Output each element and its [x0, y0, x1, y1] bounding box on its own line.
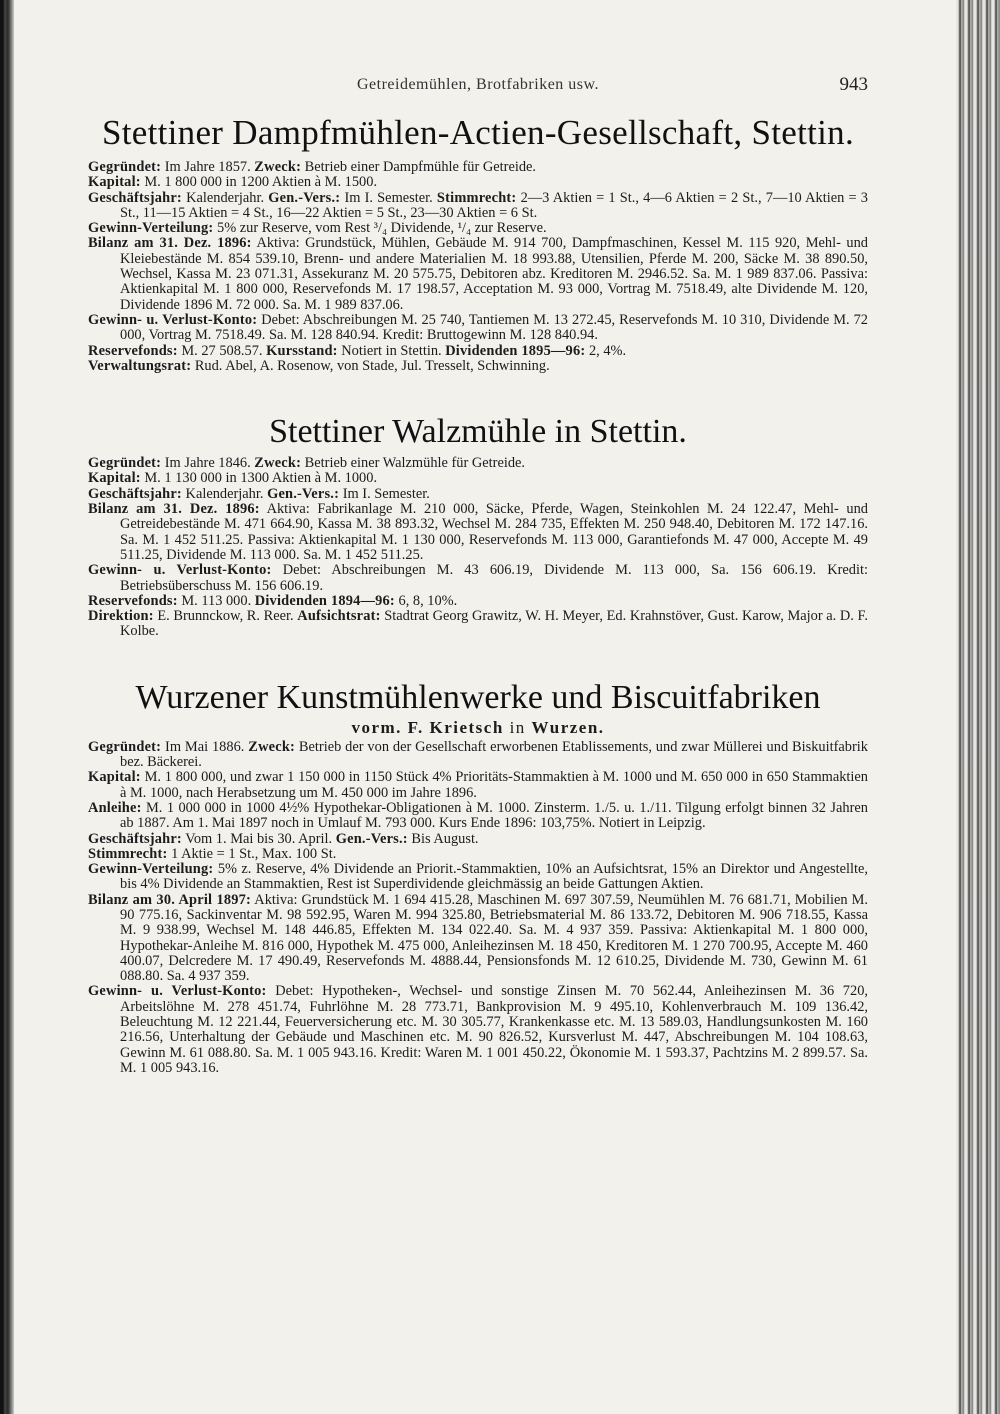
entry-label: Kapital: — [88, 769, 141, 786]
entry-text: 6, 8, 10%. — [398, 592, 458, 609]
entry-kapital — [88, 175, 868, 190]
entry-gegruendet — [88, 740, 868, 771]
entry-label: Gen.-Vers.: — [267, 485, 340, 502]
entries — [88, 740, 868, 1077]
running-head — [88, 70, 868, 100]
section-stettiner-dampfmuehlen — [88, 112, 868, 374]
entry-label: Bilanz am 31. Dez. 1896: — [88, 235, 252, 252]
entry-gegruendet — [88, 456, 868, 471]
entry-gewinn-verlust — [88, 984, 868, 1076]
entry-direktion — [88, 609, 868, 640]
entry-text: M. 1 130 000 in 1300 Aktien à M. 1000. — [144, 470, 378, 487]
entry-label: Gewinn- u. Verlust-Konto: — [88, 562, 272, 579]
entries — [88, 160, 868, 374]
entry-text: Kalenderjahr. — [185, 485, 268, 502]
entry-bilanz — [88, 893, 868, 985]
entry-text: Rud. Abel, A. Rosenow, von Stade, Jul. Tresselt, Schwinning. — [194, 357, 550, 374]
entry-label: Verwaltungsrat: — [88, 357, 192, 374]
entry-label: Geschäftsjahr: — [88, 189, 182, 206]
entry-label: Anleihe: — [88, 799, 142, 816]
entry-bilanz — [88, 502, 868, 563]
entry-text: Betrieb einer Walzmühle für Getreide. — [304, 455, 526, 472]
entry-gewinn-verteilung — [88, 862, 868, 893]
entry-label: Gen.-Vers.: — [335, 830, 408, 847]
entry-label: Geschäftsjahr: — [88, 830, 182, 847]
entry-label: Stimmrecht: — [436, 189, 517, 206]
entry-label: Gen.-Vers.: — [268, 189, 341, 206]
entry-label: Gewinn-Verteilung: — [88, 861, 214, 878]
entry-text: 5% zur Reserve, vom Rest ³/₄ Dividende, ¹/₄ zur Reserve. — [217, 220, 547, 237]
entry-geschaeftsjahr — [88, 191, 868, 222]
entry-label: Aufsichtsrat: — [297, 608, 381, 625]
entry-geschaeftsjahr — [88, 487, 868, 502]
entry-text: Aktiva: Fabrikanlage M. 210 000, Säcke, Pferde, Wagen, Steinkohlen M. 24 122.47, Mehl- und Getreidebestände M. 471 664.90, Kassa M. 38 893.32, Wechsel M. 284 735, Effekten M. 250 948.40, Debitoren M. 172 147.16. Sa. M. 1 452 511.25. Passiva: Aktienkapital M. 1 130 000, Reservefonds M. 113 000, Garantiefonds M. 47 000, Accepte M. 49 511.25, Dividende M. 113 000. Sa. M. 1 452 511.25. — [120, 501, 868, 563]
entry-anleihe — [88, 801, 868, 832]
entry-kapital — [88, 770, 868, 801]
entry-label: Zweck: — [248, 738, 296, 755]
entry-text: Debet: Hypotheken-, Wechsel- und sonstige Zinsen M. 70 562.44, Anleihezinsen M. 36 720, Arbeitslöhne M. 278 451.74, Fuhrlöhne M. 28 773.71, Bankprovision M. 9 495.10, Kohlenverbrauch M. 109 136.42, Beleuchtung M. 12 221.44, Feuerversicherung etc. M. 30 305.77, Krankenkasse etc. M. 13 589.03, Handlungsunkosten M. 160 216.56, Unterhaltung der Gebäude und Maschinen etc. M. 90 826.52, Kursverlust M. 447, Abschreibungen M. 104 108.63, Gewinn M. 61 088.80. Sa. M. 1 005 943.16. Kredit: Waren M. 1 001 450.22, Ökonomie M. 1 593.37, Pachtzins M. 2 899.57. Sa. M. 1 005 943.16. — [120, 983, 868, 1076]
entry-text: Im I. Semester. — [344, 189, 437, 206]
entry-label: Bilanz am 30. April 1897: — [88, 891, 252, 908]
entry-label: Geschäftsjahr: — [88, 485, 182, 502]
entry-text: Im Jahre 1857. — [164, 159, 255, 175]
entry-text: 5% z. Reserve, 4% Dividende an Priorit.-Stammaktien, 10% an Aufsichtsrat, 15% an Direktor und Angestellte, bis 4% Dividende an Stammaktien, Rest ist Superdividende gleichmässig an beide Gattungen Aktien. — [120, 861, 868, 893]
section-wurzener-kunstmuehlenwerke — [88, 678, 868, 1077]
subtitle-part: in — [503, 717, 532, 737]
entry-text: Notiert in Stettin. — [341, 342, 446, 359]
section-title: Stettiner Walzmühle in Stettin. — [269, 413, 687, 451]
entry-label: Direktion: — [88, 608, 154, 625]
entry-geschaeftsjahr — [88, 832, 868, 847]
entry-text: Debet: Abschreibungen M. 25 740, Tantiemen M. 13 272.45, Reservefonds M. 10 310, Dividende M. 72 000, Vortrag M. 7518.49. Sa. M. 128 840.94. Kredit: Bruttogewinn M. 128 840.94. — [120, 311, 868, 344]
entry-text: Im I. Semester. — [342, 485, 430, 502]
entry-text: 1 Aktie = 1 St., Max. 100 St. — [171, 845, 337, 862]
entry-label: Stimmrecht: — [88, 845, 168, 862]
entry-text: 2, 4%. — [588, 342, 627, 359]
entry-label: Kursstand: — [266, 342, 338, 359]
entry-stimmrecht — [88, 847, 868, 862]
entry-verwaltungsrat — [88, 359, 868, 374]
entry-text: M. 1 800 000 in 1200 Aktien à M. 1500. — [144, 174, 378, 191]
entry-label: Reservefonds: — [88, 342, 178, 359]
entry-text: Im Mai 1886. — [165, 738, 249, 755]
section-title: Wurzener Kunstmühlenwerke und Biscuitfabriken — [135, 678, 821, 716]
section-subtitle — [88, 718, 868, 738]
entry-text: Vom 1. Mai bis 30. April. — [185, 830, 336, 847]
entry-text: Im Jahre 1846. — [164, 455, 255, 472]
entry-label: Zweck: — [254, 159, 302, 175]
entry-text: M. 1 800 000, und zwar 1 150 000 in 1150 Stück 4% Prioritäts-Stammaktien à M. 1000 und M. 650 000 in 650 Stammaktien à M. 1000, nach Herabsetzung um M. 450 000 im Jahre 1896. — [120, 769, 868, 801]
entry-label: Gewinn- u. Verlust-Konto: — [88, 311, 258, 328]
scan-edge-left — [0, 0, 14, 1414]
entry-text: Kalenderjahr. — [186, 189, 269, 206]
entry-reservefonds — [88, 344, 868, 359]
entry-text: Stadtrat Georg Grawitz, W. H. Meyer, Ed. Krahnstöver, Gust. Karow, Major a. D. F. Kolbe. — [120, 608, 868, 640]
entry-reservefonds — [88, 594, 868, 609]
scan-edge-right — [956, 0, 1000, 1414]
entry-label: Kapital: — [88, 470, 141, 487]
entry-text: Aktiva: Grundstück, Mühlen, Gebäude M. 914 700, Dampfmaschinen, Kessel M. 115 920, Mehl- und Kleiebestände M. 854 539.10, Brenn- und andere Materialien M. 18 993.88, Utensilien, Pferde M. 200, Säcke M. 38 890.50, Wechsel, Kassa M. 23 071.31, Assekuranz M. 20 575.75, Debitoren abz. Kreditoren M. 2946.52. Sa. M. 1 989 837.06. Passiva: Aktienkapital M. 1 800 000, Reservefonds M. 17 198.57, Acceptation M. 93 000, Vortrag M. 7518.49, alte Dividende M. 120, Dividende 1896 M. 72 000. Sa. M. 1 989 837.06. — [120, 235, 868, 313]
entry-label: Dividenden 1895—96: — [445, 342, 586, 359]
entry-label: Dividenden 1894—96: — [254, 592, 395, 609]
page-number: 943 — [839, 74, 868, 95]
entry-gewinn-verteilung — [88, 221, 868, 236]
document-page — [88, 70, 868, 1076]
entry-text: Bis August. — [411, 830, 479, 847]
entries — [88, 456, 868, 640]
entry-gewinn-verlust — [88, 313, 868, 344]
running-title: Getreidemühlen, Brotfabriken usw. — [356, 76, 600, 93]
entry-gegruendet — [88, 160, 868, 175]
entry-label: Zweck: — [254, 455, 302, 472]
entry-label: Bilanz am 31. Dez. 1896: — [88, 501, 260, 518]
entry-label: Gewinn-Verteilung: — [88, 220, 214, 237]
entry-label: Kapital: — [88, 174, 141, 191]
entry-text: M. 1 000 000 in 1000 4½% Hypothekar-Obligationen à M. 1000. Zinsterm. 1./5. u. 1./11. Tilgung erfolgt binnen 32 Jahren ab 1887. Am 1. Mai 1897 noch in Umlauf M. 793 000. Kurs Ende 1896: 103,75%. Notiert in Leipzig. — [120, 799, 868, 832]
entry-text: Betrieb der von der Gesellschaft erworbenen Etablissements, und zwar Müllerei und Biskuitfabrik bez. Bäckerei. — [120, 738, 868, 771]
entry-label: Reservefonds: — [88, 592, 178, 609]
section-stettiner-walzmuehle — [88, 412, 868, 640]
entry-label: Gegründet: — [88, 455, 162, 472]
entry-text: M. 113 000. — [181, 592, 255, 609]
entry-kapital — [88, 471, 868, 486]
entry-label: Gegründet: — [88, 159, 162, 175]
entry-text: M. 27 508.57. — [181, 342, 267, 359]
section-title: Stettiner Dampfmühlen-Actien-Gesellschaft, Stettin. — [101, 113, 855, 152]
entry-label: Gegründet: — [88, 738, 162, 755]
subtitle-part: vorm. F. Krietsch — [351, 717, 504, 737]
entry-text: Debet: Abschreibungen M. 43 606.19, Dividende M. 113 000, Sa. 156 606.19. Kredit: Betriebsüberschuss M. 156 606.19. — [120, 562, 868, 594]
entry-bilanz — [88, 236, 868, 312]
entry-gewinn-verlust — [88, 563, 868, 594]
entry-text: Betrieb einer Dampfmühle für Getreide. — [304, 159, 537, 175]
subtitle-part: Wurzen. — [531, 717, 605, 737]
entry-label: Gewinn- u. Verlust-Konto: — [88, 983, 267, 1000]
entry-text: E. Brunnckow, R. Reer. — [157, 608, 298, 625]
entry-text: Aktiva: Grundstück M. 1 694 415.28, Maschinen M. 697 307.59, Neumühlen M. 76 681.71, Mobilien M. 90 775.16, Sackinventar M. 98 592.95, Waren M. 994 325.80, Betriebsmaterial M. 86 133.72, Debitoren M. 906 718.55, Kassa M. 9 938.99, Wechsel M. 148 446.85, Effekten M. 134 022.40. Sa. M. 4 937 359. Passiva: Aktienkapital M. 1 800 000, Hypothekar-Anleihe M. 816 000, Hypothek M. 475 000, Anleihezinsen M. 18 450, Kreditoren M. 1 270 700.95, Accepte M. 460 400.07, Delcredere M. 17 490.49, Reservefonds M. 4888.44, Pensionsfonds M. 12 610.25, Dividende M. 730, Gewinn M. 61 088.80. Sa. 4 937 359. — [120, 891, 868, 985]
entry-text: 2—3 Aktien = 1 St., 4—6 Aktien = 2 St., 7—10 Aktien = 3 St., 11—15 Aktien = 4 St., 16—22 Aktien = 5 St., 23—30 Aktien = 6 St. — [120, 189, 868, 221]
